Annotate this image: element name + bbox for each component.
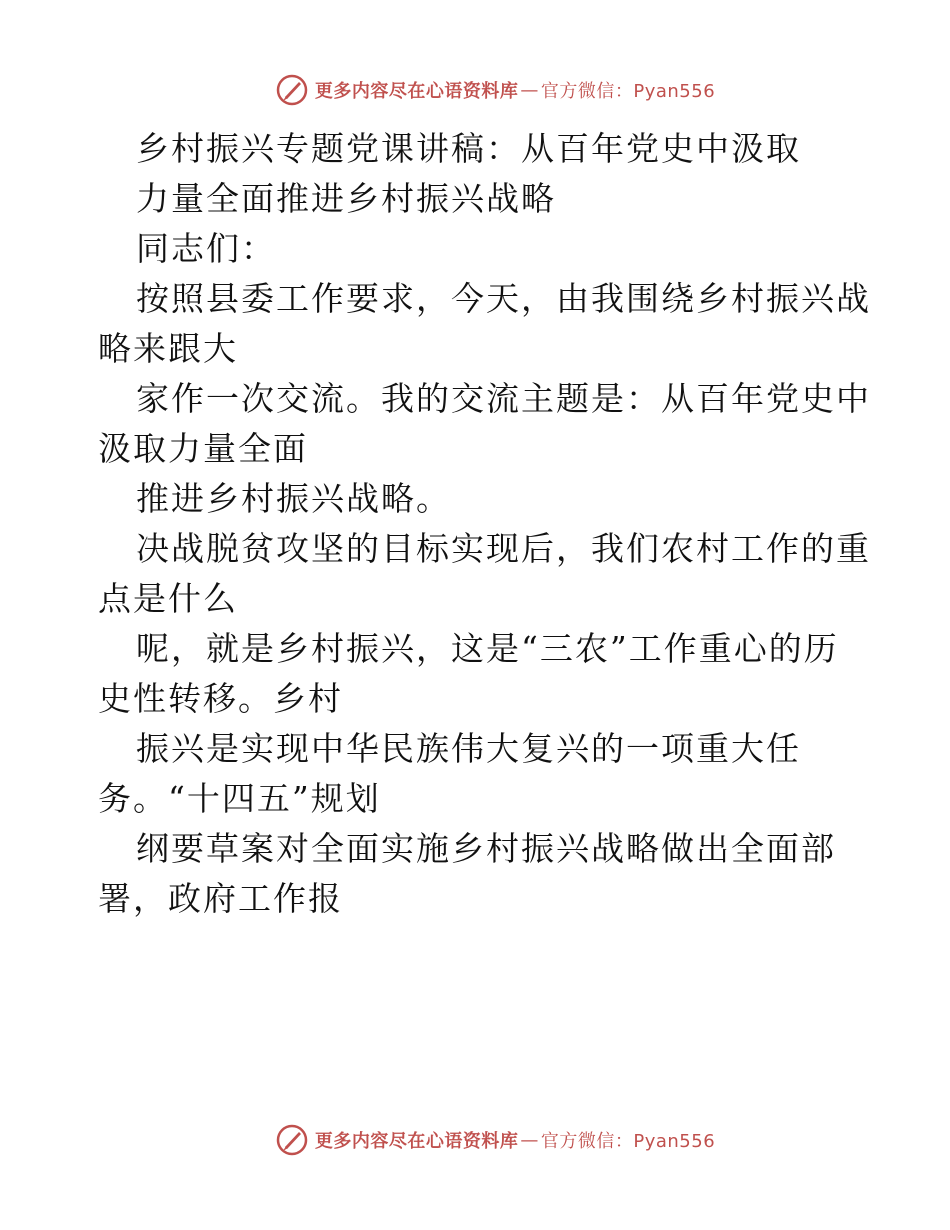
watermark-text: 更多内容尽在心语资料库 bbox=[314, 1131, 519, 1152]
footer-watermark bbox=[0, 1120, 950, 1160]
text-line: 史性转移。乡村 bbox=[98, 679, 343, 718]
text-line: 署，政府工作报 bbox=[98, 879, 343, 918]
pen-logo-icon bbox=[275, 73, 309, 107]
watermark bbox=[235, 1123, 715, 1157]
text-line: 汲取力量全面 bbox=[98, 429, 308, 468]
text-line: 点是什么 bbox=[98, 579, 238, 618]
text-line: 决战脱贫攻坚的目标实现后，我们农村工作的重 bbox=[136, 529, 871, 568]
watermark-wechat: 官方微信：Pyan556 bbox=[540, 1131, 716, 1152]
text-line: 乡村振兴专题党课讲稿：从百年党史中汲取 bbox=[136, 129, 801, 168]
document-body bbox=[98, 124, 871, 924]
header-watermark bbox=[0, 70, 950, 110]
text-line: 纲要草案对全面实施乡村振兴战略做出全面部 bbox=[136, 829, 836, 868]
text-line: 按照县委工作要求，今天，由我围绕乡村振兴战 bbox=[136, 279, 871, 318]
text-line: 略来跟大 bbox=[98, 329, 238, 368]
watermark-dash: — bbox=[520, 79, 539, 101]
watermark-text: 更多内容尽在心语资料库 bbox=[314, 81, 519, 102]
watermark-dash: — bbox=[520, 1129, 539, 1151]
text-line: 呢，就是乡村振兴，这是“三农”工作重心的历 bbox=[136, 629, 839, 668]
text-line: 力量全面推进乡村振兴战略 bbox=[136, 179, 556, 218]
text-line: 家作一次交流。我的交流主题是：从百年党史中 bbox=[136, 379, 871, 418]
watermark-wechat: 官方微信：Pyan556 bbox=[540, 81, 716, 102]
text-line: 务。“十四五”规划 bbox=[98, 779, 381, 818]
text-line: 同志们： bbox=[136, 229, 276, 268]
watermark bbox=[235, 73, 715, 107]
text-line: 振兴是实现中华民族伟大复兴的一项重大任 bbox=[136, 729, 801, 768]
text-line: 推进乡村振兴战略。 bbox=[136, 479, 451, 518]
pen-logo-icon bbox=[275, 1123, 309, 1157]
